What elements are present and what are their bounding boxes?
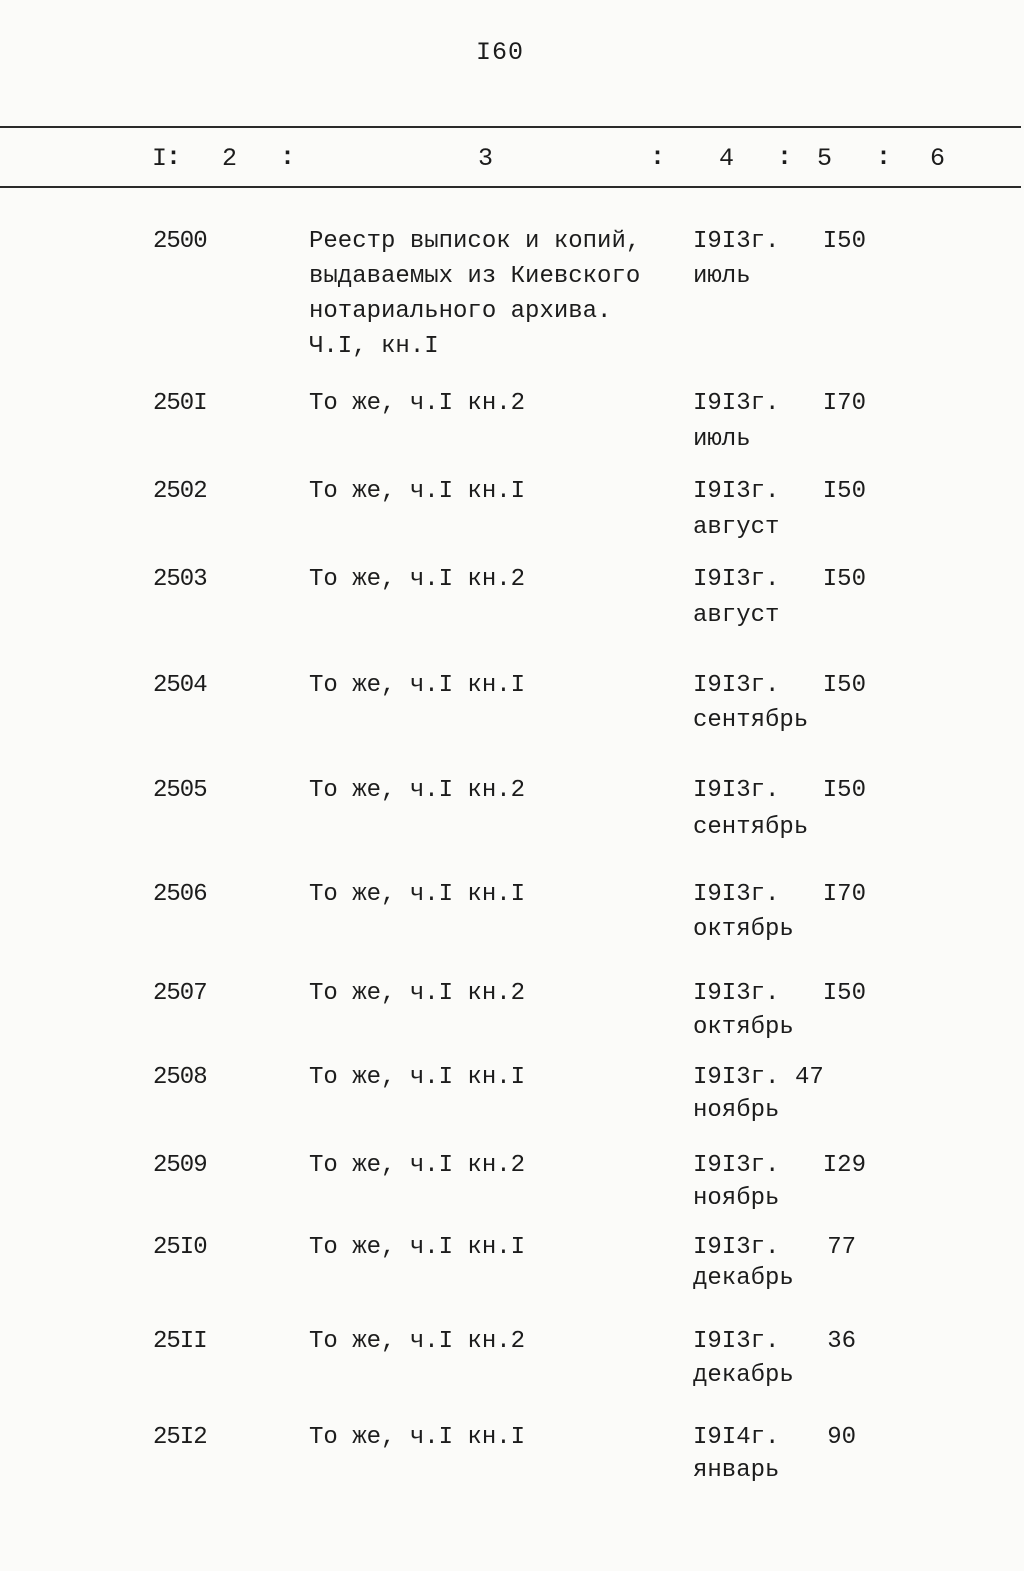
row-year: I9I4г. (693, 1424, 780, 1451)
row-month: январь (693, 1457, 780, 1484)
header-col-4: 4 (719, 144, 735, 173)
row-title-line: То же, ч.I кн.I (309, 672, 526, 699)
row-title-line: То же, ч.I кн.2 (309, 566, 526, 593)
row-month: сентябрь (693, 707, 809, 734)
row-sheet-count: I50 (822, 777, 866, 804)
row-title-line: выдаваемых из Киевского (309, 263, 641, 290)
row-month: ноябрь (693, 1097, 780, 1124)
header-separator: : (876, 143, 892, 172)
row-year: I9I3г. (693, 1234, 780, 1261)
header-col-1: I (152, 144, 168, 173)
row-number: 2505 (153, 777, 207, 804)
header-col-3: 3 (478, 144, 494, 173)
row-sheet-count: 77 (827, 1234, 856, 1261)
row-number: 25I2 (153, 1424, 207, 1451)
row-year: I9I3г. (693, 672, 780, 699)
row-month: август (693, 602, 780, 629)
row-title-line: То же, ч.I кн.2 (309, 1328, 526, 1355)
row-title-line: То же, ч.I кн.2 (309, 980, 526, 1007)
row-month: октябрь (693, 1014, 794, 1041)
row-number: 250I (153, 390, 207, 417)
row-sheet-count: 36 (827, 1328, 856, 1355)
row-number: 2506 (153, 881, 207, 908)
row-year: I9I3г. (693, 390, 780, 417)
row-number: 25I0 (153, 1234, 207, 1261)
row-title-line: нотариального архива. (309, 298, 612, 325)
header-separator: : (280, 143, 296, 172)
row-year: I9I3г. (693, 980, 780, 1007)
row-title-line: То же, ч.I кн.I (309, 881, 526, 908)
row-year: I9I3г. (693, 1328, 780, 1355)
row-sheet-count: I29 (822, 1152, 866, 1179)
row-sheet-count: I50 (822, 478, 866, 505)
page-number: I60 (475, 38, 524, 67)
row-sheet-count: I50 (822, 228, 866, 255)
row-sheet-count: I70 (822, 881, 866, 908)
row-number: 2502 (153, 478, 207, 505)
row-month: декабрь (693, 1362, 794, 1389)
row-number: 2503 (153, 566, 207, 593)
row-year: I9I3г. (693, 228, 780, 255)
row-number: 2504 (153, 672, 207, 699)
row-month: декабрь (693, 1265, 794, 1292)
row-title-line: То же, ч.I кн.2 (309, 777, 526, 804)
row-title-line: То же, ч.I кн.I (309, 1234, 526, 1261)
row-sheet-count: I50 (822, 566, 866, 593)
row-title-line: Реестр выписок и копий, (309, 228, 641, 255)
row-sheet-count: I50 (822, 980, 866, 1007)
header-separator: : (166, 143, 182, 172)
row-month: ноябрь (693, 1185, 780, 1212)
header-separator: : (650, 143, 666, 172)
header-col-6: 6 (930, 144, 946, 173)
row-sheet-count: I70 (822, 390, 866, 417)
row-year: I9I3г. (693, 881, 780, 908)
header-rule-bottom (0, 186, 1021, 188)
row-month: октябрь (693, 916, 794, 943)
row-title-line: То же, ч.I кн.2 (309, 390, 526, 417)
row-title-line: То же, ч.I кн.I (309, 478, 526, 505)
row-year: I9I3г. (693, 1064, 780, 1091)
row-year: I9I3г. (693, 777, 780, 804)
row-number: 2507 (153, 980, 207, 1007)
header-separator: : (777, 143, 793, 172)
row-month: сентябрь (693, 814, 809, 841)
row-sheet-count: 47 (795, 1064, 824, 1091)
row-number: 25II (153, 1328, 207, 1355)
header-col-2: 2 (222, 144, 238, 173)
row-year: I9I3г. (693, 566, 780, 593)
row-number: 2508 (153, 1064, 207, 1091)
header-col-5: 5 (817, 144, 833, 173)
row-title-line: Ч.I, кн.I (309, 333, 439, 360)
row-title-line: То же, ч.I кн.I (309, 1064, 526, 1091)
row-year: I9I3г. (693, 1152, 780, 1179)
row-sheet-count: I50 (822, 672, 866, 699)
row-sheet-count: 90 (827, 1424, 856, 1451)
row-title-line: То же, ч.I кн.2 (309, 1152, 526, 1179)
row-month: июль (693, 263, 751, 290)
row-number: 2509 (153, 1152, 207, 1179)
row-number: 2500 (153, 228, 207, 255)
row-title-line: То же, ч.I кн.I (309, 1424, 526, 1451)
row-month: июль (693, 426, 751, 453)
header-rule-top (0, 126, 1021, 128)
row-year: I9I3г. (693, 478, 780, 505)
row-month: август (693, 514, 780, 541)
